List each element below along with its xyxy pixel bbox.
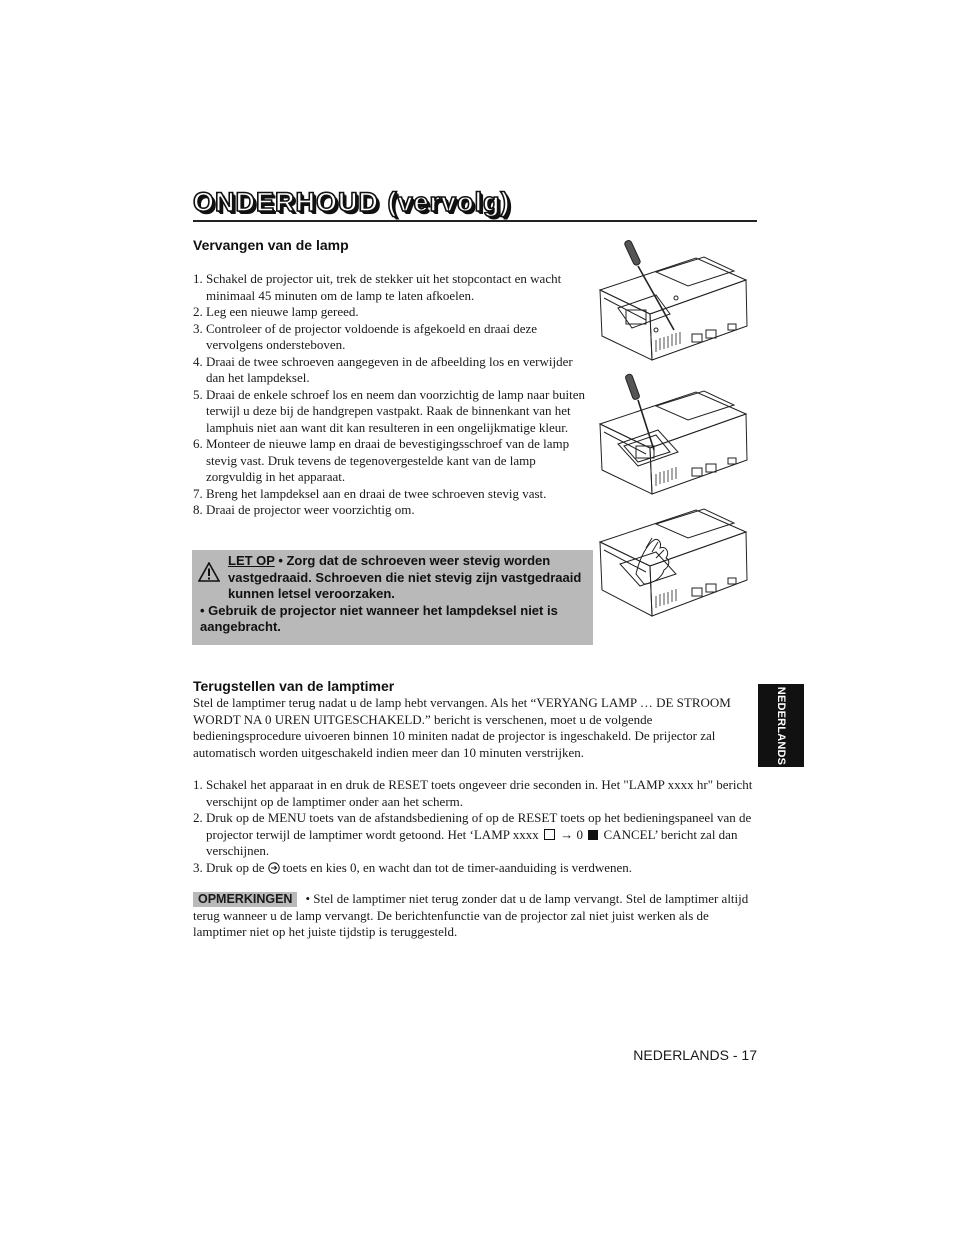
- notes-label: OPMERKINGEN: [193, 892, 297, 907]
- filled-square-icon: [588, 830, 598, 840]
- step2-text-c: CANCEL’ bericht zal dan verschijnen.: [206, 826, 738, 858]
- caution-text-1: • Zorg dat de schroeven weer stevig worden vastgedraaid. Schroeven die niet stevig zijn vastgedraaid kunnen letsel veroorzaken.: [228, 553, 582, 601]
- lamp-timer-heading: Terugstellen van de lamptimer: [193, 678, 395, 694]
- list-item: 4. Draai de twee schroeven aangegeven in de afbeelding los en verwijder dan het lampdeksel.: [193, 353, 573, 385]
- language-side-tab: [758, 684, 804, 767]
- list-item: 5. Draai de enkele schroef los en neem dan voorzichtig de lamp naar buiten terwijl u deze bij de handgrepen vastpakt. Raak de binnenkant van het lamphuis niet aan want dit kan resulteren in een ongelijkmatige kleur.: [193, 386, 586, 435]
- lamp-timer-steps: [193, 777, 758, 876]
- page-footer: NEDERLANDS - 17: [633, 1047, 757, 1063]
- list-item: 3. Controleer of de projector voldoende is afgekoeld en draai deze vervolgens ondersteboven.: [193, 320, 537, 352]
- list-item: 6. Monteer de nieuwe lamp en draai de bevestigingsschroef van de lamp stevig vast. Druk tevens de tegenovergestelde kant van de lamp zorgvuldig in het apparaat.: [193, 436, 570, 484]
- notes-paragraph: [193, 891, 758, 941]
- illustration-remove-lamp-cover: [596, 238, 756, 370]
- right-arrow-button-icon: [268, 862, 280, 874]
- caution-text-2: • Gebruik de projector niet wanneer het lampdeksel niet is aangebracht.: [200, 602, 558, 634]
- list-item: [193, 810, 758, 860]
- notes-text: • Stel de lamptimer niet terug zonder dat u de lamp vervangt. Stel de lamptimer altijd terug wanneer u de lamp vervangt. De berichtenfunctie van de projector zal niet juist werken als de lamptimer niet op het juiste tijdstip is teruggesteld.: [193, 891, 749, 939]
- side-tab-label: NEDERLANDS: [775, 686, 787, 765]
- list-item: 7. Breng het lampdeksel aan en draai de twee schroeven stevig vast.: [193, 485, 547, 501]
- step3-text-a: 3. Druk op de: [193, 859, 265, 875]
- list-item: 2. Leg een nieuwe lamp gereed.: [193, 304, 359, 319]
- lamp-replacement-heading: Vervangen van de lamp: [193, 237, 349, 253]
- title-rule: [193, 220, 757, 222]
- caution-box: [192, 550, 593, 645]
- step2-text-a: 2. Druk op de MENU toets van de afstandsbediening of op de RESET toets op het bedieningspaneel van de projector terwijl de lamptimer wordt getoond. Het ‘LAMP xxxx: [193, 810, 752, 842]
- lamp-timer-intro: Stel de lamptimer terug nadat u de lamp hebt vervangen. Als het “VERYANG LAMP … DE STROOM WORDT NA 0 UREN UITGESCHAKELD.” bericht is verschenen, moet u de volgende bedieningsprocedure uivoeren binnen 10 miniten nadat de projector is ingeschakeld. De prijector zal automatisch worden uitgeschakeld indien meer dan 10 minuten verstrijken.: [193, 695, 731, 760]
- step3-text-b: toets en kies 0, en wacht dan tot de timer-aanduiding is verdwenen.: [282, 859, 633, 875]
- illustration-remove-lamp-screw: [596, 372, 756, 504]
- illustration-lift-lamp: [596, 504, 756, 622]
- list-item: 1. Schakel de projector uit, trek de stekker uit het stopcontact en wacht minimaal 45 minuten om de lamp te laten afkoelen.: [193, 271, 562, 303]
- caution-label: LET OP: [228, 553, 275, 568]
- empty-square-icon: [544, 829, 555, 840]
- list-item: [193, 860, 758, 877]
- list-item: 1. Schakel het apparaat in en druk de RESET toets ongeveer drie seconden in. Het "LAMP xxxx hr" bericht verschijnt op de lamptimer onder aan het scherm.: [193, 777, 753, 809]
- page-title: ONDERHOUD (vervolg): [193, 187, 511, 217]
- list-item: 8. Draai de projector weer voorzichtig om.: [193, 502, 415, 517]
- lamp-replacement-steps: [193, 271, 593, 519]
- step2-text-b: → 0: [560, 826, 584, 842]
